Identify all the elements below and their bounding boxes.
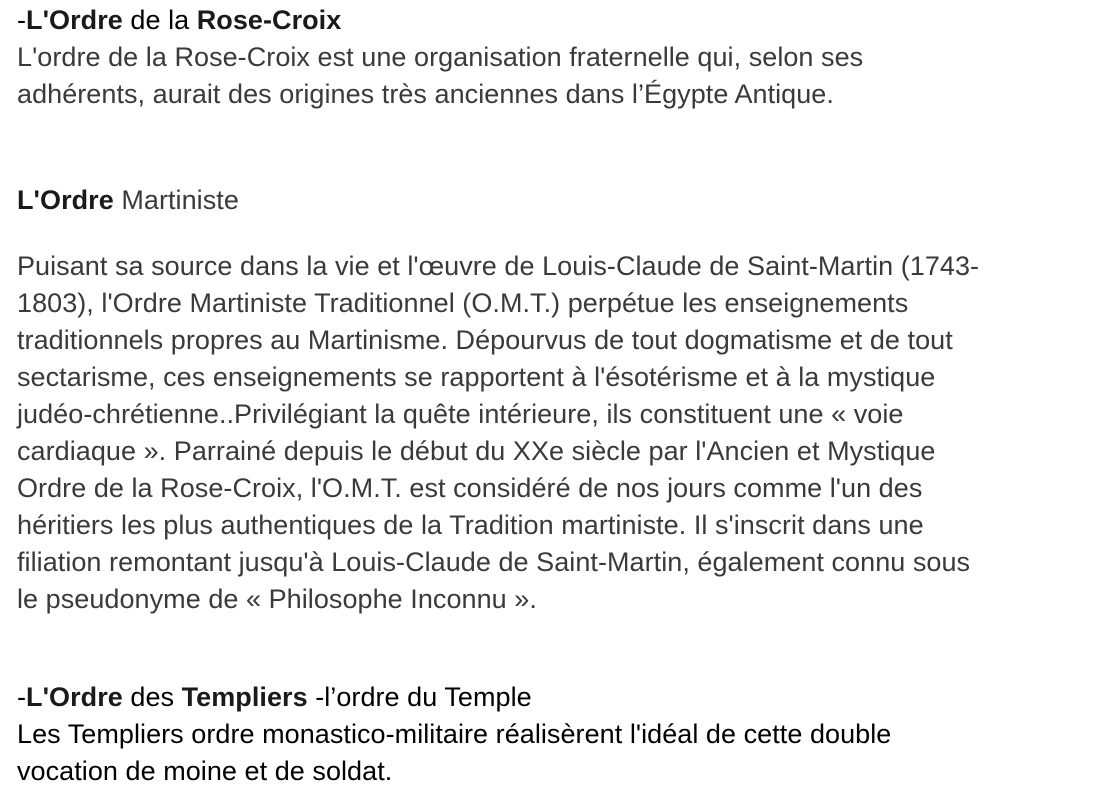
heading-bold-ordre: L'Ordre bbox=[26, 5, 123, 35]
section-templiers bbox=[17, 679, 1115, 790]
heading-bold-ordre: L'Ordre bbox=[26, 682, 123, 712]
heading-middle: des bbox=[122, 682, 182, 712]
paragraph-line: cardiaque ». Parrainé depuis le début du XXe siècle par l'Ancien et Mystique bbox=[17, 436, 936, 466]
section-rose-croix bbox=[17, 0, 1115, 113]
heading-martiniste bbox=[17, 182, 1115, 219]
heading-templiers bbox=[17, 679, 1115, 716]
paragraph-martiniste bbox=[17, 248, 1115, 618]
heading-middle: de la bbox=[122, 5, 197, 35]
paragraph-line: Puisant sa source dans la vie et l'œuvre de Louis-Claude de Saint-Martin (1743- bbox=[17, 251, 980, 281]
heading-prefix: - bbox=[17, 682, 27, 712]
heading-rose-croix bbox=[17, 0, 1115, 39]
heading-rest: Martiniste bbox=[113, 185, 239, 215]
heading-bold-templiers: Templiers bbox=[181, 682, 308, 712]
heading-bold-ordre: L'Ordre bbox=[17, 185, 114, 215]
paragraph-line: sectarisme, ces enseignements se rapportent à l'ésotérisme et à la mystique bbox=[17, 362, 936, 392]
paragraph-line: Les Templiers ordre monastico-militaire réalisèrent l'idéal de cette double bbox=[17, 719, 892, 749]
paragraph-line: le pseudonyme de « Philosophe Inconnu ». bbox=[17, 584, 537, 614]
heading-rest: -l’ordre du Temple bbox=[307, 682, 532, 712]
paragraph-line: vocation de moine et de soldat. bbox=[17, 756, 393, 786]
paragraph-line: L'ordre de la Rose-Croix est une organisation fraternelle qui, selon ses bbox=[17, 42, 864, 72]
heading-bold-rose-croix: Rose-Croix bbox=[196, 5, 342, 35]
paragraph-line: Ordre de la Rose-Croix, l'O.M.T. est considéré de nos jours comme l'un des bbox=[17, 473, 923, 503]
section-martiniste bbox=[17, 182, 1115, 618]
paragraph-line: adhérents, aurait des origines très anciennes dans l’Égypte Antique. bbox=[17, 79, 834, 109]
paragraph-line: héritiers les plus authentiques de la Tradition martiniste. Il s'inscrit dans une bbox=[17, 510, 924, 540]
paragraph-line: traditionnels propres au Martinisme. Dépourvus de tout dogmatisme et de tout bbox=[17, 325, 953, 355]
heading-prefix: - bbox=[17, 5, 27, 35]
paragraph-line: judéo-chrétienne..Privilégiant la quête intérieure, ils constituent une « voie bbox=[17, 399, 904, 429]
paragraph-line: 1803), l'Ordre Martiniste Traditionnel (O.M.T.) perpétue les enseignements bbox=[17, 288, 909, 318]
paragraph-line: filiation remontant jusqu'à Louis-Claude de Saint-Martin, également connu sous bbox=[17, 547, 971, 577]
